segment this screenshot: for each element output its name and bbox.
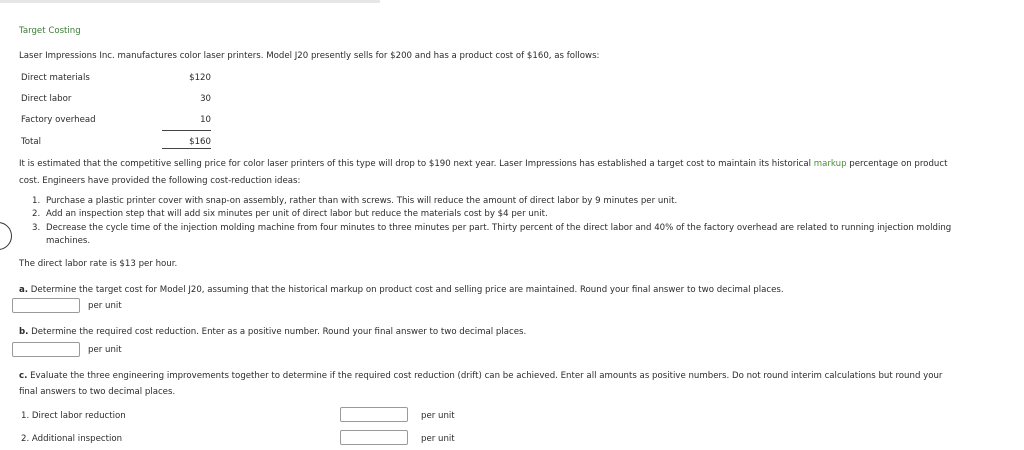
estimate-line-1 bbox=[19, 159, 947, 169]
item-text: Purchase a plastic printer cover with snap-on assembly, rather than with screws. This will reduce the amount of direct labor by 9 minutes per unit. bbox=[46, 196, 678, 206]
improvement-label: 2. Additional inspection bbox=[21, 434, 123, 444]
cost-reduction-input[interactable] bbox=[12, 342, 80, 357]
unit-label: per unit bbox=[88, 345, 122, 355]
item-text: Decrease the cycle time of the injection molding machine from four minutes to three minutes per part. Thirty percent of the direct labor and 40% of the factory overhead are related to running injection molding bbox=[46, 222, 952, 233]
total-rule bbox=[162, 130, 211, 131]
improvement-label: 1. Direct labor reduction bbox=[21, 411, 126, 421]
part-a-prompt bbox=[19, 285, 784, 295]
part-c-prompt bbox=[19, 371, 942, 381]
cost-label: Factory overhead bbox=[21, 115, 96, 125]
page-title: Target Costing bbox=[19, 26, 81, 36]
list-item bbox=[32, 208, 951, 221]
cost-label: Direct materials bbox=[21, 73, 90, 83]
item-number: 2. bbox=[32, 209, 41, 220]
part-c-text: Evaluate the three engineering improvements together to determine if the required cost reduction (drift) can be achieved. Enter all amounts as positive numbers. Do not round interim calculations but round your bbox=[27, 371, 943, 381]
intro-text: Laser Impressions Inc. manufactures color laser printers. Model J20 presently sells for $200 and has a product cost of $160, as follows: bbox=[19, 51, 600, 61]
list-item bbox=[32, 222, 951, 249]
item-number: 3. bbox=[32, 222, 41, 233]
unit-label: per unit bbox=[421, 434, 455, 444]
part-a-letter: a. bbox=[19, 285, 29, 295]
markup-link[interactable]: markup bbox=[813, 159, 847, 169]
item-number: 1. bbox=[32, 196, 41, 206]
cost-value: 10 bbox=[200, 115, 211, 125]
part-a-text: Determine the target cost for Model J20, assuming that the historical markup on product cost and selling price are maintained. Round your final answer to two decimal places. bbox=[28, 285, 784, 295]
additional-inspection-input[interactable] bbox=[340, 430, 408, 445]
total-value: $160 bbox=[189, 137, 211, 147]
unit-label: per unit bbox=[421, 411, 455, 421]
part-b-prompt bbox=[19, 327, 526, 337]
ideas-list bbox=[32, 195, 951, 248]
part-c-prompt-continued: final answers to two decimal places. bbox=[19, 387, 176, 397]
circle-indicator bbox=[0, 222, 12, 250]
list-item bbox=[32, 195, 951, 208]
item-text-continued: machines. bbox=[46, 235, 91, 246]
cost-value: $120 bbox=[189, 73, 211, 83]
part-b-text: Determine the required cost reduction. Enter as a positive number. Round your final answer to two decimal places. bbox=[28, 327, 527, 337]
cost-label: Direct labor bbox=[21, 94, 72, 104]
total-label: Total bbox=[21, 137, 42, 147]
target-cost-input[interactable] bbox=[12, 298, 80, 313]
part-b-letter: b. bbox=[19, 327, 29, 337]
item-text: Add an inspection step that will add six minutes per unit of direct labor but reduce the materials cost by $4 per unit. bbox=[46, 209, 548, 220]
direct-labor-reduction-input[interactable] bbox=[340, 407, 408, 422]
cost-value: 30 bbox=[200, 94, 211, 104]
estimate-line-2: cost. Engineers have provided the following cost-reduction ideas: bbox=[19, 176, 301, 186]
labor-rate-text: The direct labor rate is $13 per hour. bbox=[19, 259, 178, 269]
unit-label: per unit bbox=[88, 301, 122, 311]
top-divider bbox=[0, 0, 380, 3]
part-c-letter: c. bbox=[19, 371, 28, 381]
estimate-text: It is estimated that the competitive selling price for color laser printers of this type will drop to $190 next year. Laser Impressions has established a target cost to maintain its historical bbox=[19, 159, 814, 169]
total-double-rule bbox=[162, 148, 211, 149]
estimate-text: percentage on product bbox=[846, 159, 948, 169]
